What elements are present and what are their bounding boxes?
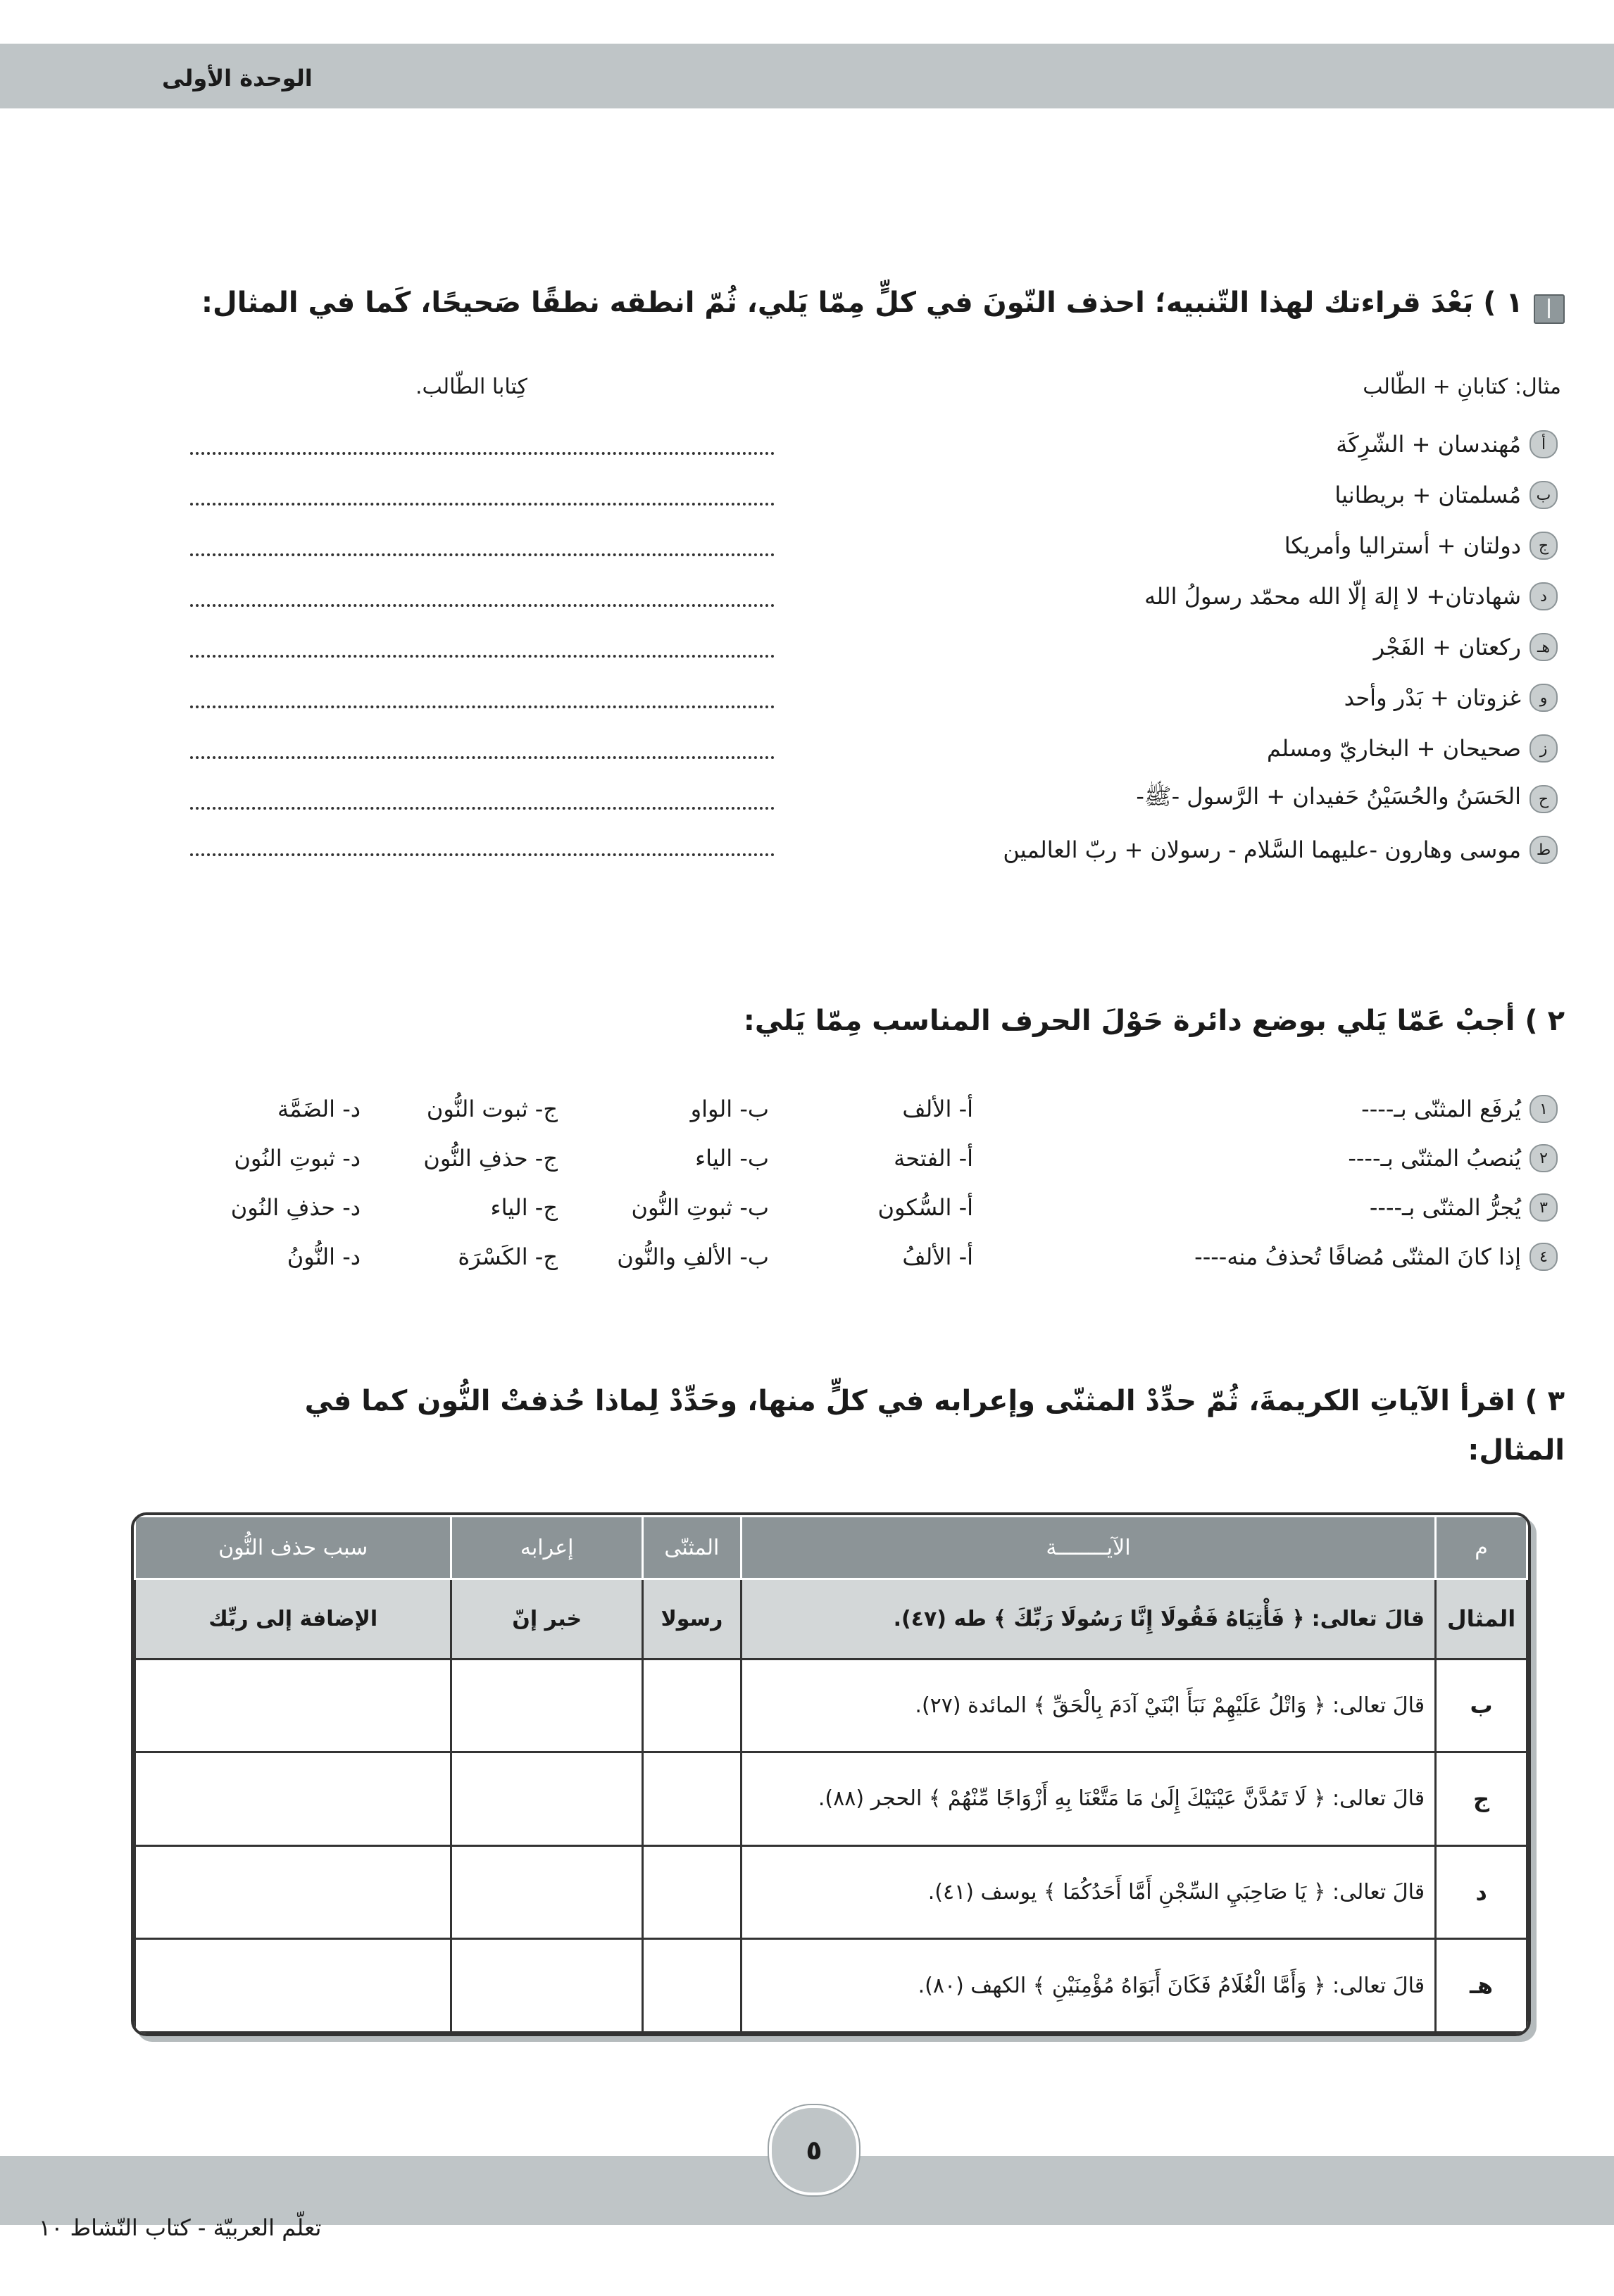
q3-heading-line1: ٣ ) اقرأ الآياتِ الكريمةَ، ثُمّ حدِّدْ المثنّى وإعرابه في كلٍّ منها، وحَدِّدْ لِماذا حُذفتْ النُّون كما في [304,1385,1565,1417]
mc-stem-text: إذا كانَ المثنّى مُضافًا تُحذفُ منه [1227,1243,1521,1270]
col-header-dual: المثنّى [642,1517,741,1579]
mc-option[interactable]: ج- الياء [490,1194,558,1221]
list-item [1003,824,1558,875]
dual-cell: رسولا [642,1579,741,1660]
item-letter-badge: هـ [1529,633,1558,661]
item-letter-badge: د [1529,582,1558,610]
question-number-badge: ٣ [1529,1193,1558,1222]
parsing-answer-cell[interactable] [451,1752,643,1846]
q2-heading: ٢ ) أجبْ عَمّا يَلي بوضع دائرة حَوْلَ الحرف المناسب مِمّا يَلي: [743,1005,1565,1037]
blank-dashes: ---- [1348,1145,1381,1172]
item-text: مُسلمتان + بريطانيا [1334,482,1521,508]
mc-option[interactable]: أ- الفتحة [894,1145,973,1172]
mc-option[interactable]: أ- السُّكون [877,1194,973,1221]
question-number-badge: ٢ [1529,1144,1558,1172]
mc-question [44,1134,1558,1183]
item-letter-badge: أ [1529,430,1558,458]
answer-line[interactable] [190,755,775,759]
verse-cell: قالَ تعالى: ﴿ وَأَمَّا الْغُلَامُ فَكَانَ أَبَوَاهُ مُؤْمِنَيْنِ ﴾ الكهف (٨٠). [741,1939,1435,2033]
mc-option[interactable]: ج- ثبوت النُّون [426,1096,558,1122]
parsing-answer-cell[interactable] [451,1659,643,1752]
item-text: صحيحان + البخاريّ ومسلم [1267,735,1521,762]
reason-answer-cell[interactable] [135,1939,451,2033]
reason-answer-cell[interactable] [135,1845,451,1939]
answer-line[interactable] [190,552,775,556]
table-row [135,1752,1527,1846]
item-text: شهادتان+ لا إلهَ إلّا الله محمّد رسولُ الله [1144,583,1521,610]
item-letter-badge: ح [1529,785,1558,813]
blank-dashes: ---- [1369,1194,1403,1221]
item-letter-badge: و [1529,684,1558,712]
item-letter-badge: ب [1529,481,1558,509]
list-item [1003,419,1558,470]
list-item [1003,672,1558,723]
mc-question [44,1084,1558,1134]
question-number-badge: ٤ [1529,1243,1558,1271]
col-header-num: م [1436,1517,1527,1579]
mc-option[interactable]: ب- الواو [690,1096,769,1122]
parsing-cell: خبر إنّ [451,1579,643,1660]
item-text: غزوتان + بَدْر وأحد [1344,684,1521,711]
verse-cell: قالَ تعالى: ﴿ لَا تَمُدَّنَّ عَيْنَيْكَ إِلَىٰ مَا مَتَّعْنَا بِهِ أَزْوَاجًا مِّنْهُمْ ﴾ الحجر (٨٨). [741,1752,1435,1846]
mc-option[interactable]: د- ثبوتِ النُون [234,1145,361,1172]
answer-line[interactable] [190,501,775,506]
mc-question [44,1232,1558,1281]
item-text: الحَسَنُ والحُسَيْنُ حَفيدان + الرَّسول -ﷺ- [1136,783,1521,810]
verse-cell: قالَ تعالى: ﴿ وَاتْلُ عَلَيْهِمْ نَبَأَ ابْنَيْ آدَمَ بِالْحَقِّ ﴾ المائدة (٢٧). [741,1659,1435,1752]
book-icon [1534,294,1565,324]
blank-dashes: ---- [1361,1096,1394,1122]
item-text: دولتان + أستراليا وأمريكا [1284,532,1521,559]
verse-cell: قالَ تعالى: ﴿ يَا صَاحِبَيِ السِّجْنِ أَمَّا أَحَدُكُمَا ﴾ يوسف (٤١). [741,1845,1435,1939]
q1-example [1363,375,1561,399]
row-label: المثال [1436,1579,1527,1660]
mc-stem-text: يُرفَع المثنّى بـ [1394,1096,1521,1122]
mc-option[interactable]: ج- حذفِ النُّون [423,1145,558,1172]
blank-dashes: ---- [1194,1243,1227,1270]
col-header-verse: الآيــــــــة [741,1517,1435,1579]
answer-line[interactable] [190,805,775,810]
table-row-example [135,1579,1527,1660]
table-row [135,1659,1527,1752]
item-letter-badge: ط [1529,836,1558,864]
row-label: ب [1436,1659,1527,1752]
mc-option[interactable]: أ- الألف [902,1096,973,1122]
mc-question [44,1183,1558,1232]
mc-stem [762,1144,1558,1172]
row-label: د [1436,1845,1527,1939]
q1-items [1003,419,1558,875]
q1-example-answer: كِتابا الطّالب. [415,375,527,399]
list-item [1003,571,1558,622]
answer-line[interactable] [190,704,775,708]
col-header-reason: سبب حذف النُّون [135,1517,451,1579]
answer-line[interactable] [190,603,775,607]
mc-option[interactable]: أ- الألفُ [902,1243,973,1270]
row-label: هـ [1436,1939,1527,2033]
mc-stem [762,1243,1558,1271]
mc-stem [762,1095,1558,1123]
list-item [1003,723,1558,774]
table-row [135,1845,1527,1939]
item-text: موسى وهارون -عليهما السَّلام - رسولان + ربّ العالمين [1003,836,1521,863]
list-item [1003,470,1558,520]
mc-option[interactable]: د- حذفِ النُون [230,1194,361,1221]
verse-cell: قالَ تعالى: ﴿ فَأْتِيَاهُ فَقُولَا إِنَّا رَسُولَا رَبِّكَ ﴾ طه (٤٧). [741,1579,1435,1660]
item-letter-badge: ز [1529,734,1558,763]
list-item [1003,520,1558,571]
col-header-parsing: إعرابه [451,1517,643,1579]
reason-cell: الإضافة إلى ربِّك [135,1579,451,1660]
q3-heading-line2: المثال: [1468,1434,1565,1467]
mc-option[interactable]: د- النُّونُ [287,1243,361,1270]
reason-answer-cell[interactable] [135,1659,451,1752]
mc-option[interactable]: د- الضَمَّة [277,1096,361,1122]
unit-title: الوحدة الأولى [162,65,313,92]
dual-answer-cell[interactable] [642,1752,741,1846]
reason-answer-cell[interactable] [135,1752,451,1846]
parsing-answer-cell[interactable] [451,1845,643,1939]
mc-option[interactable]: ب- ثبوتِ النُّون [631,1194,769,1221]
dual-answer-cell[interactable] [642,1659,741,1752]
mc-option[interactable]: ج- الكَسْرَة [458,1243,558,1270]
mc-option[interactable]: ب- الألفِ والنُّون [617,1243,769,1270]
page-number: ٥ [769,2105,859,2195]
answer-line[interactable] [190,653,775,658]
item-text: مُهندسان + الشّرِكَة [1336,431,1521,458]
q3-heading-row [305,1380,1565,1472]
q3-table [131,1512,1531,2036]
q2-heading-row [744,1000,1565,1042]
footer-book-title: تعلّم العربيّة - كتاب النّشاط ١٠ [39,2214,322,2241]
mc-stem-text: يُجرُّ المثنّى بـ [1402,1194,1521,1221]
q1-heading-row [201,282,1565,324]
dual-answer-cell[interactable] [642,1939,741,2033]
q1-example-label: مثال: كتابانِ + الطّالب [1363,375,1561,399]
table-row [135,1939,1527,2033]
mc-stem-text: يُنصبُ المثنّى بـ [1380,1145,1521,1172]
parsing-answer-cell[interactable] [451,1939,643,2033]
row-label: ج [1436,1752,1527,1846]
question-number-badge: ١ [1529,1095,1558,1123]
list-item [1003,774,1558,824]
answer-line[interactable] [190,451,775,455]
q1-heading: ١ ) بَعْدَ قراءتك لهذا التّنبيه؛ احذف النّونَ في كلٍّ مِمّا يَلي، ثُمّ انطقه نطقًا صَحيحًا، كَما في المثال: [201,287,1523,319]
dual-answer-cell[interactable] [642,1845,741,1939]
answer-line[interactable] [190,852,775,856]
list-item [1003,622,1558,672]
item-text: ركعتان + الفَجْر [1373,634,1521,660]
table-header-row [135,1517,1527,1579]
mc-option[interactable]: ب- الياء [695,1145,769,1172]
item-letter-badge: ج [1529,532,1558,560]
